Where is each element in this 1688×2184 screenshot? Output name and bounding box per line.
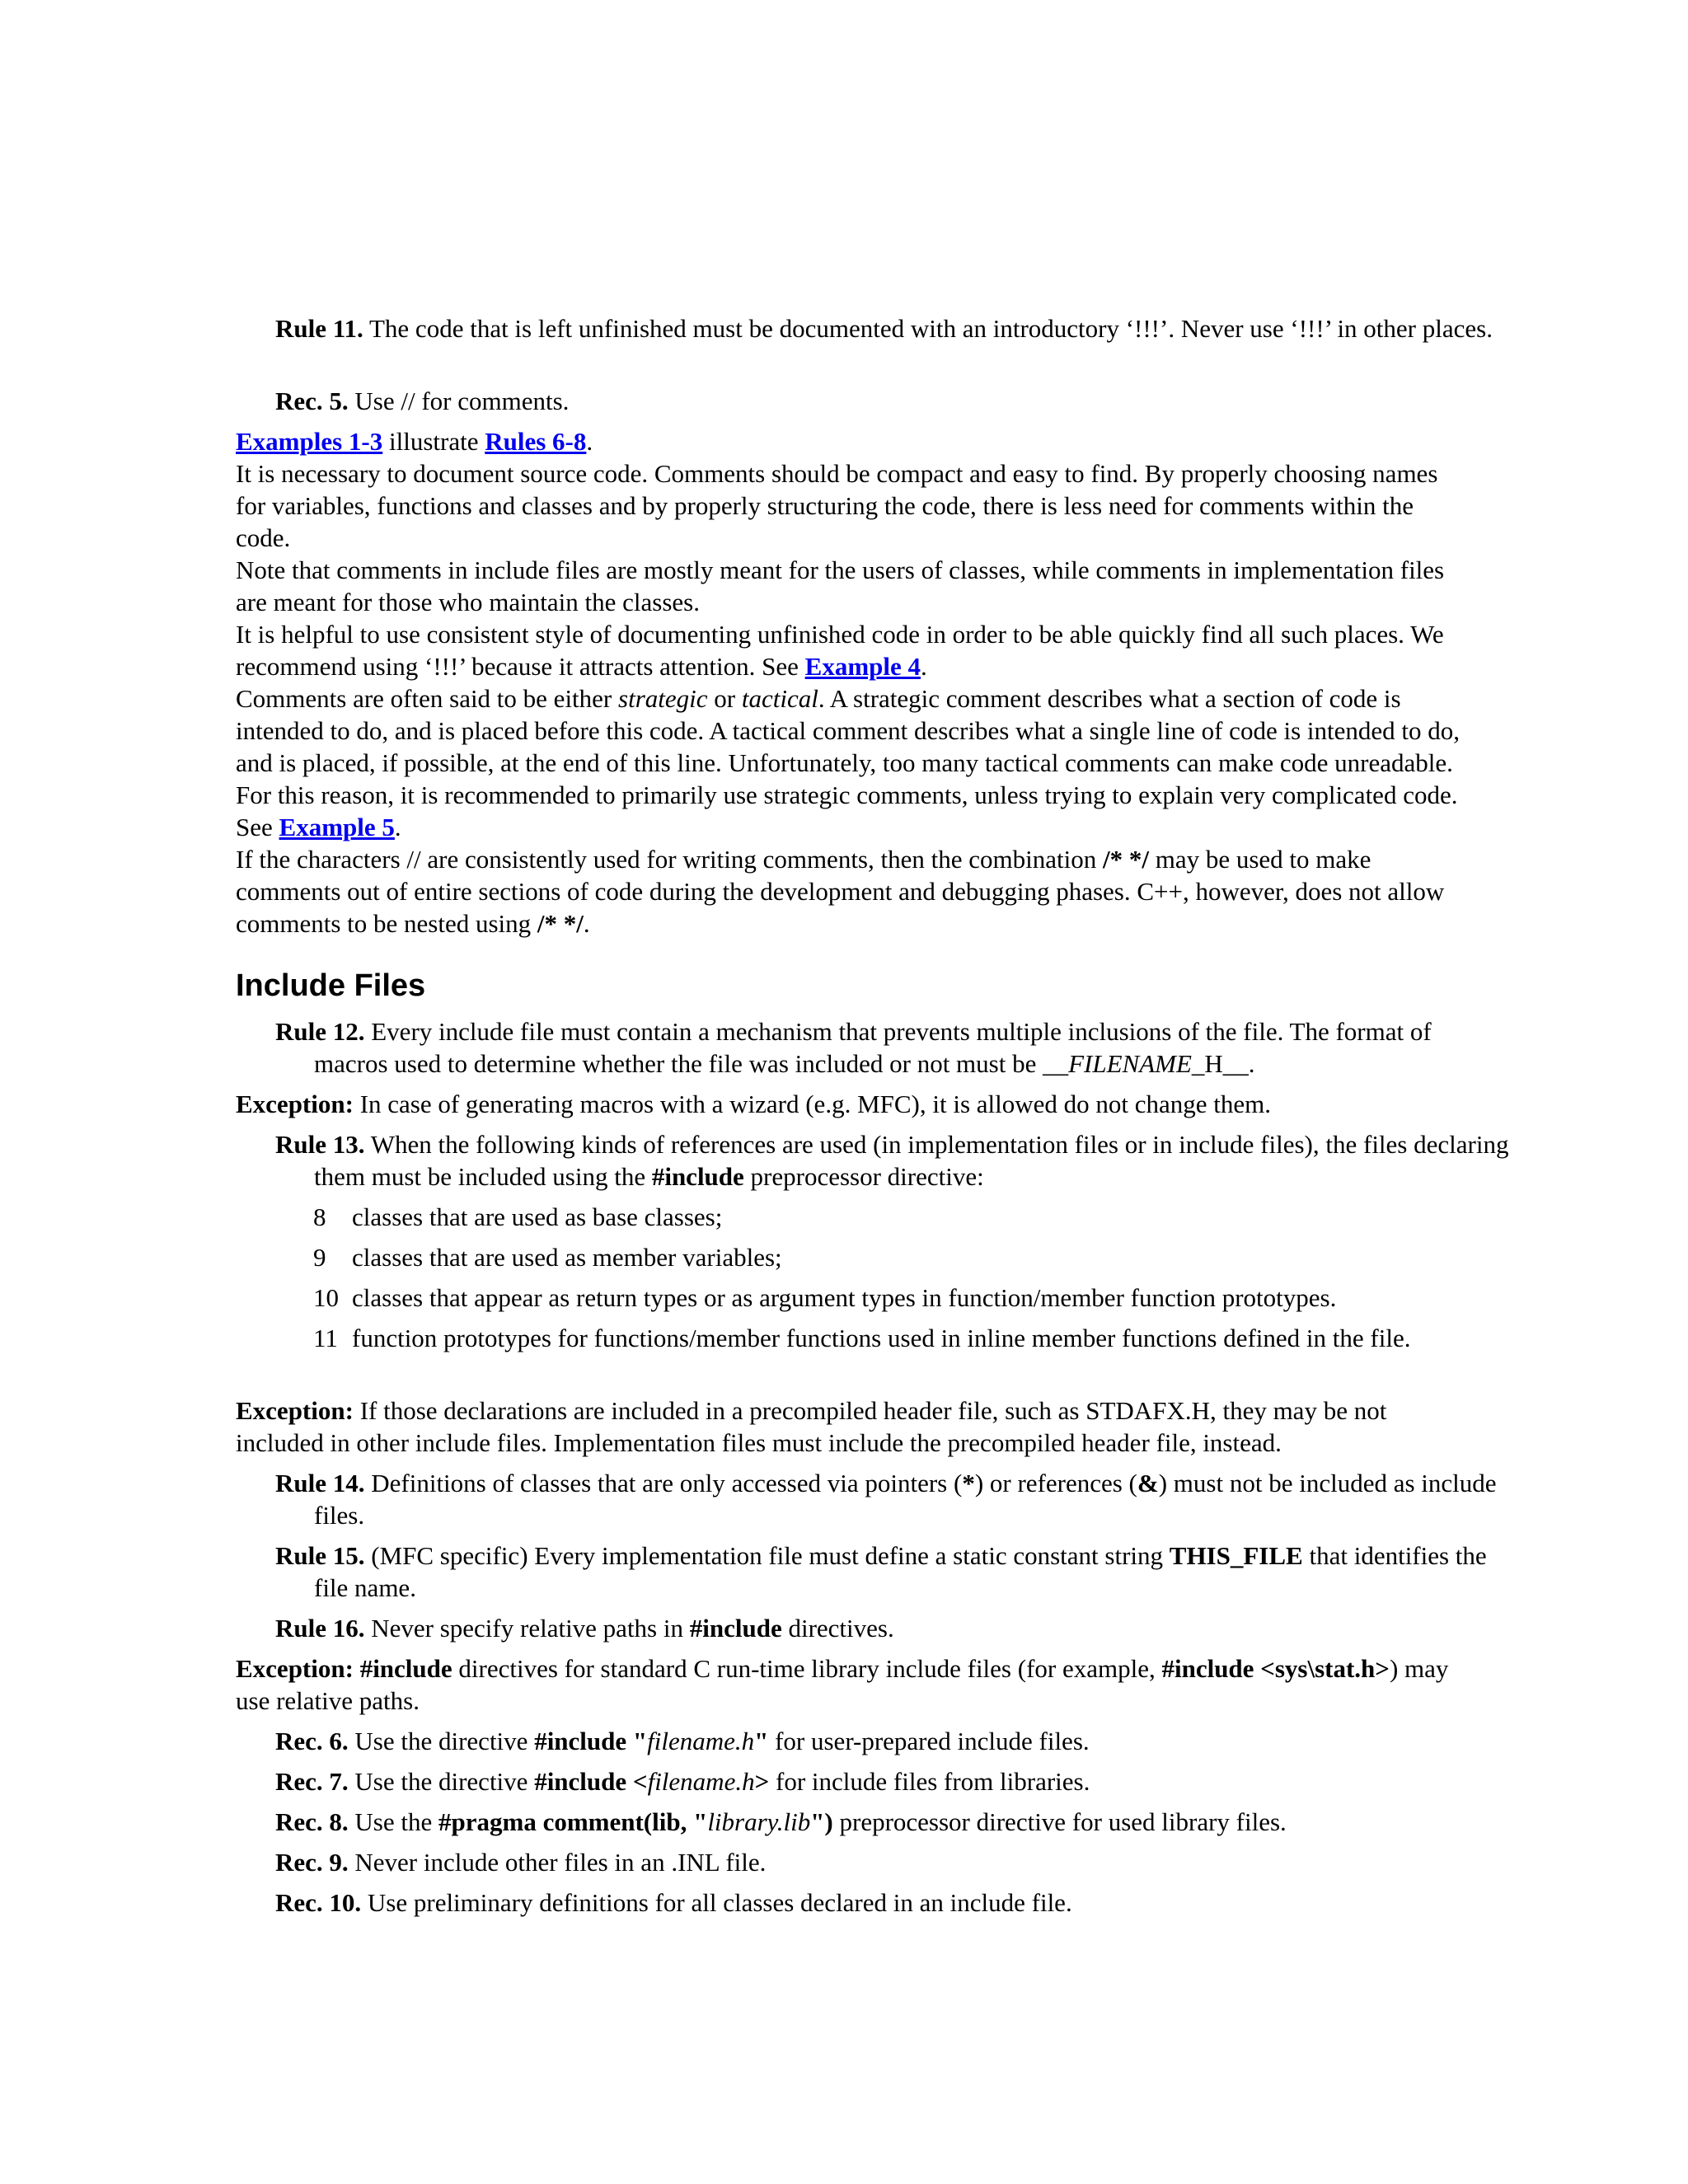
rule-label: Rule 16. (275, 1614, 365, 1643)
example-5-link[interactable]: Example 5 (279, 813, 395, 841)
rec-label: Rec. 9. (275, 1848, 349, 1877)
term-tactical: tactical (741, 684, 818, 713)
paragraph-comment-chars: If the characters // are consistently used for writing comments, then the combination /* */ may be used to make comments out of entire sections of code during the development and debugging phases. C++, however, does not allow comments to be nested using /* */. (236, 845, 1445, 938)
rule-14: Rule 14. Definitions of classes that are only accessed via pointers (*) or references (&) must not be included as include files. (275, 1469, 1497, 1530)
list-item: 10 classes that appear as return types or as argument types in function/member function prototypes. (313, 1283, 1337, 1312)
paragraph-strategic-tactical: Comments are often said to be either strategic or tactical. A strategic comment describes what a section of code is intended to do, and is placed before this code. A tactical comment describes what a single line of code is intended to do, and is placed, if possible, at the end of this line. Unfortunately, too many tactical comments can make code unreadable. For this reason, it is recommended to primarily use strategic comments, unless trying to explain very complicated code. See Example 5. (236, 684, 1460, 841)
rule-text: The code that is left unfinished must be documented with an introductory ‘!!!’. Never use ‘!!!’ in other places. (363, 314, 1493, 343)
exception-precompiled: Exception: If those declarations are included in a precompiled header file, such as STDAFX.H, they may be not included in other include files. Implementation files must include the precompiled header file, instead. (236, 1396, 1387, 1457)
rec-10: Rec. 10. Use preliminary definitions for all classes declared in an include file. (275, 1888, 1072, 1917)
rule-12: Rule 12. Every include file must contain a mechanism that prevents multiple inclusions of the file. The format of macros used to determine whether the file was included or not must be __FILENAME_H__. (275, 1017, 1432, 1078)
rec-8: Rec. 8. Use the #pragma comment(lib, "library.lib") preprocessor directive for used library files. (275, 1807, 1287, 1836)
rule-16: Rule 16. Never specify relative paths in #include directives. (275, 1614, 894, 1643)
example-4-link[interactable]: Example 4 (804, 652, 921, 681)
rule-13: Rule 13. When the following kinds of references are used (in implementation files or in include files), the files declaring them must be included using the #include preprocessor directive: (275, 1130, 1509, 1191)
rec-5 (275, 385, 1511, 417)
list-item: 11 function prototypes for functions/member functions used in inline member functions defined in the file. (313, 1324, 1411, 1352)
exception-label: Exception: (236, 1654, 354, 1683)
list-item: 9 classes that are used as member variables; (313, 1243, 782, 1272)
rec-label: Rec. 7. (275, 1767, 349, 1796)
rec-label: Rec. 8. (275, 1807, 349, 1836)
rule-label: Rule 14. (275, 1469, 365, 1497)
rule-label: Rule 15. (275, 1541, 365, 1570)
rule-15: Rule 15. (MFC specific) Every implementation file must define a static constant string THIS_FILE that identifies the file name. (275, 1541, 1487, 1602)
exception-relative-paths: Exception: #include directives for standard C run-time library include files (for example, #include <sys\stat.h>) may use relative paths. (236, 1654, 1449, 1715)
rec-7: Rec. 7. Use the directive #include <filename.h> for include files from libraries. (275, 1767, 1090, 1796)
rec-label: Rec. 10. (275, 1888, 362, 1917)
paragraph-include-comments: Note that comments in include files are mostly meant for the users of classes, while comments in implementation files are meant for those who maintain the classes. (236, 555, 1445, 616)
rule-label: Rule 11. (275, 314, 363, 343)
rule-label: Rule 13. (275, 1130, 365, 1159)
rec-6: Rec. 6. Use the directive #include "filename.h" for user-prepared include files. (275, 1727, 1090, 1755)
rule-label: Rule 12. (275, 1017, 365, 1046)
exception-label: Exception: (236, 1396, 354, 1425)
rec-label: Rec. 6. (275, 1727, 349, 1755)
term-strategic: strategic (618, 684, 708, 713)
section-heading: Include Files (236, 968, 426, 1003)
rec-9: Rec. 9. Never include other files in an .INL file. (275, 1848, 767, 1877)
exception-wizard: Exception: In case of generating macros with a wizard (e.g. MFC), it is allowed do not change them. (236, 1090, 1272, 1118)
rec-label: Rec. 5. (275, 387, 349, 415)
rules-6-8-link[interactable]: Rules 6-8 (485, 427, 587, 456)
rule-11 (275, 312, 1511, 344)
exception-label: Exception: (236, 1090, 354, 1118)
rec-text: Use // for comments. (348, 387, 570, 415)
examples-1-3-link[interactable]: Examples 1-3 (236, 427, 383, 456)
paragraph-documentation: It is necessary to document source code. Comments should be compact and easy to find. By properly choosing names for variables, functions and classes and by properly structuring the code, there is less need for comments within the code. (236, 459, 1438, 552)
paragraph-unfinished-code: It is helpful to use consistent style of documenting unfinished code in order to be able quickly find all such places. We recommend using ‘!!!’ because it attracts attention. See Example 4. (236, 620, 1444, 681)
list-item: 8 classes that are used as base classes; (313, 1202, 723, 1231)
examples-line: Examples 1-3 illustrate Rules 6-8. (236, 427, 593, 456)
